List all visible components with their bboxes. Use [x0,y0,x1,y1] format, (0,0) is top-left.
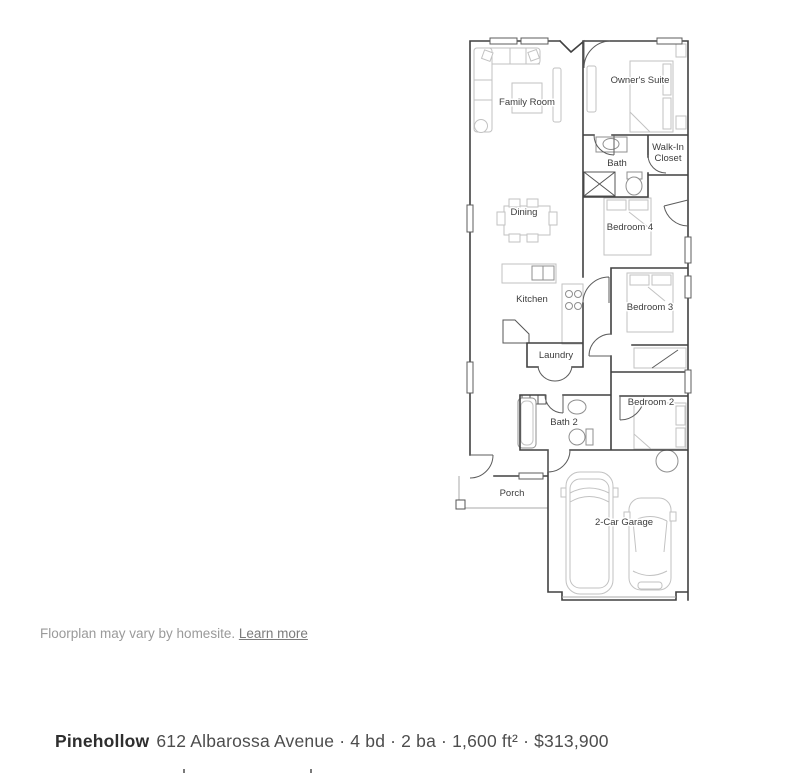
room-label-owners-suite: Owner's Suite [610,75,670,86]
clipped-content-mark [310,769,312,773]
dining-furniture [497,199,557,242]
listing-summary: Pinehollow 612 Albarossa Avenue · 4 bd · 2 ba · 1,600 ft² · $313,900 [55,731,609,751]
room-label-bath: Bath [607,158,627,169]
room-label-garage: 2-Car Garage [594,517,654,528]
room-label-walk-in-closet-line2: Closet [654,153,682,164]
bedroom2-furniture [634,403,686,449]
family-room-furniture [474,48,561,133]
listing-price: $313,900 [534,731,609,751]
room-label-porch: Porch [499,488,525,499]
listing-address: 612 Albarossa Avenue [156,731,335,751]
clipped-content-mark [183,769,185,773]
room-label-walk-in-closet-line1: Walk-In [652,142,684,153]
room-label-laundry: Laundry [538,350,574,361]
listing-area: 1,600 ft² [452,731,519,751]
room-label-family-room: Family Room [499,97,555,108]
learn-more-link[interactable]: Learn more [238,626,308,641]
bedroom3-furniture [627,273,686,368]
room-label-bath-2: Bath 2 [550,417,578,428]
listing-beds: 4 bd [350,731,386,751]
listing-baths: 2 ba [401,731,437,751]
room-label-bedroom-2: Bedroom 2 [627,397,675,408]
room-label-kitchen: Kitchen [516,294,548,305]
room-label-bedroom-3: Bedroom 3 [626,302,674,313]
floorplan-disclaimer [40,626,308,641]
room-label-bedroom-4: Bedroom 4 [606,222,654,233]
disclaimer-text: Floorplan may vary by homesite. [40,626,236,641]
room-label-dining: Dining [510,207,538,218]
plan-name: Pinehollow [55,731,150,751]
owners-suite-furniture [587,44,686,132]
